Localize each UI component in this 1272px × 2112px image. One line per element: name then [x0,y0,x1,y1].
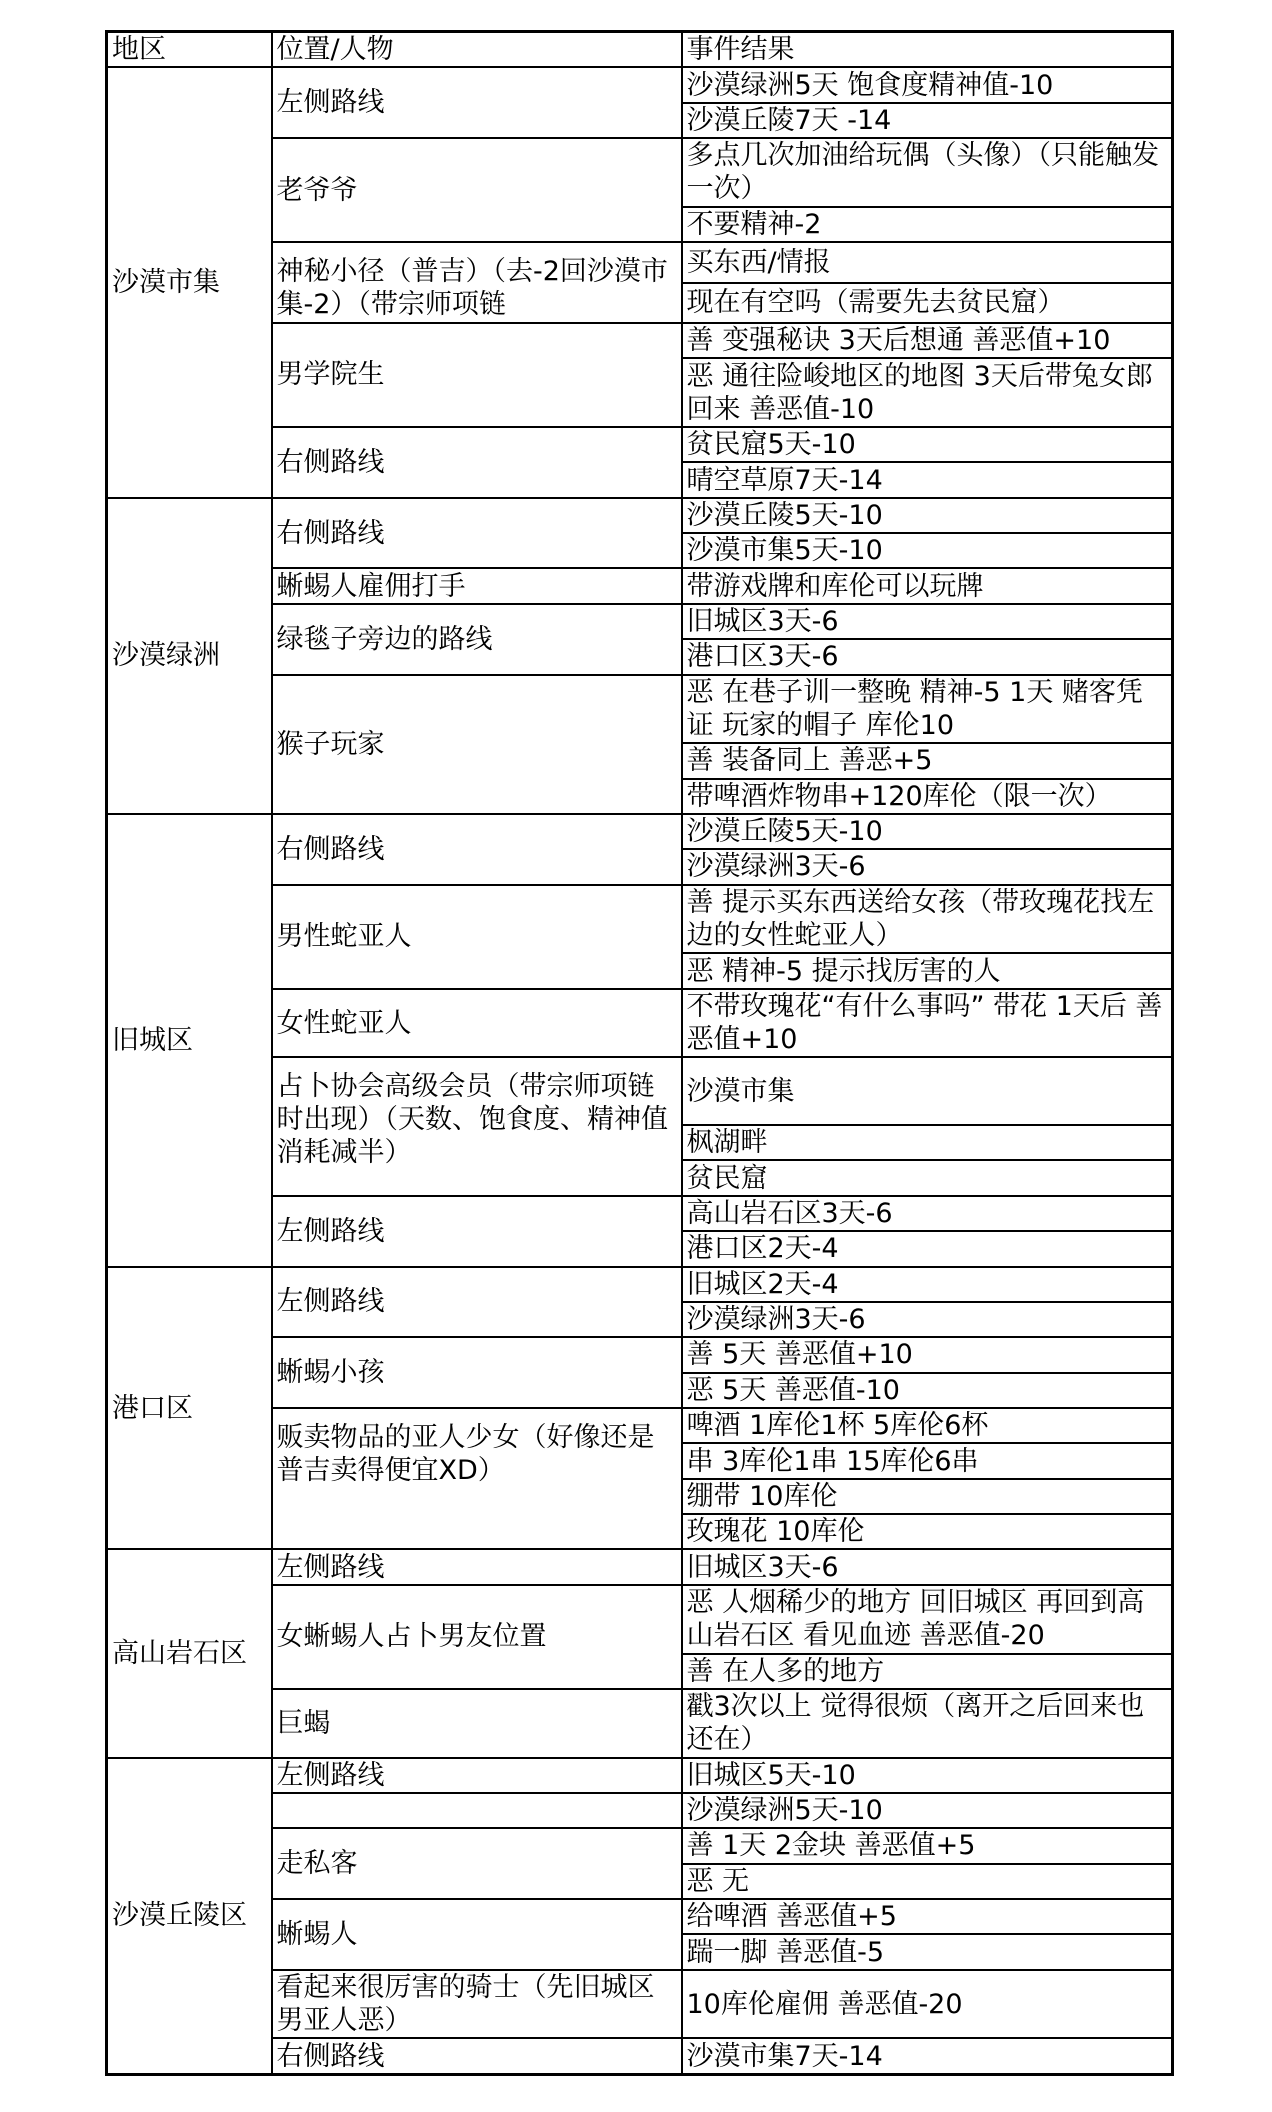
location-person-cell: 左侧路线 [272,67,682,138]
event-result-cell: 善 在人多的地方 [682,1654,1173,1689]
event-result-cell: 沙漠丘陵5天-10 [682,814,1173,849]
event-result-cell: 港口区2天-4 [682,1231,1173,1266]
location-person-cell: 看起来很厉害的骑士（先旧城区男亚人恶） [272,1970,682,2039]
location-person-cell: 绿毯子旁边的路线 [272,604,682,675]
event-result-cell: 善 5天 善恶值+10 [682,1337,1173,1372]
event-result-cell: 恶 5天 善恶值-10 [682,1373,1173,1408]
event-result-cell: 沙漠市集7天-14 [682,2038,1173,2074]
event-result-cell: 旧城区3天-6 [682,1549,1173,1584]
event-result-cell: 沙漠绿洲5天-10 [682,1793,1173,1828]
location-person-cell: 左侧路线 [272,1196,682,1267]
location-person-cell: 巨蝎 [272,1689,682,1758]
event-result-cell: 善 变强秘诀 3天后想通 善恶值+10 [682,323,1173,358]
location-person-cell: 蜥蜴人 [272,1899,682,1970]
table-row [107,1549,1173,1584]
event-result-cell: 善 装备同上 善恶+5 [682,743,1173,778]
event-result-cell: 沙漠丘陵7天 -14 [682,103,1173,138]
event-result-cell: 恶 在巷子训一整晚 精神-5 1天 赌客凭证 玩家的帽子 库伦10 [682,675,1173,744]
event-result-cell: 不要精神-2 [682,207,1173,242]
event-result-cell: 沙漠丘陵5天-10 [682,498,1173,533]
table-row [107,498,1173,533]
location-person-cell: 左侧路线 [272,1267,682,1338]
event-result-cell: 旧城区2天-4 [682,1267,1173,1302]
event-result-cell: 枫湖畔 [682,1125,1173,1160]
table-body [107,32,1173,2075]
table-row [107,1758,1173,1793]
event-result-cell: 沙漠绿洲3天-6 [682,849,1173,884]
event-result-cell: 高山岩石区3天-6 [682,1196,1173,1231]
location-person-cell: 女蜥蜴人占卜男友位置 [272,1585,682,1689]
event-result-cell: 给啤酒 善恶值+5 [682,1899,1173,1934]
event-result-cell: 贫民窟 [682,1160,1173,1195]
location-person-cell: 猴子玩家 [272,675,682,814]
event-result-cell: 玫瑰花 10库伦 [682,1514,1173,1549]
event-result-cell: 绷带 10库伦 [682,1479,1173,1514]
header-location-person: 位置/人物 [272,32,682,68]
event-result-cell: 沙漠绿洲3天-6 [682,1302,1173,1337]
event-result-cell: 善 1天 2金块 善恶值+5 [682,1828,1173,1863]
location-person-cell: 右侧路线 [272,427,682,498]
event-result-cell: 现在有空吗（需要先去贫民窟） [682,283,1173,323]
event-result-cell: 恶 通往险峻地区的地图 3天后带兔女郎回来 善恶值-10 [682,358,1173,427]
table-row [107,67,1173,102]
event-result-cell: 晴空草原7天-14 [682,462,1173,497]
location-person-cell: 右侧路线 [272,2038,682,2074]
location-person-cell: 女性蛇亚人 [272,989,682,1058]
event-result-cell: 带啤酒炸物串+120库伦（限一次） [682,779,1173,814]
header-region: 地区 [107,32,272,68]
event-result-cell: 恶 人烟稀少的地方 回旧城区 再回到高山岩石区 看见血迹 善恶值-20 [682,1585,1173,1654]
event-result-cell: 沙漠市集 [682,1057,1173,1125]
event-result-cell: 不带玫瑰花“有什么事吗” 带花 1天后 善恶值+10 [682,989,1173,1058]
location-person-cell: 走私客 [272,1828,682,1899]
location-person-cell: 男性蛇亚人 [272,885,682,989]
event-result-cell: 旧城区5天-10 [682,1758,1173,1793]
region-cell: 旧城区 [107,814,272,1267]
location-person-cell: 左侧路线 [272,1549,682,1584]
event-result-cell: 贫民窟5天-10 [682,427,1173,462]
event-result-cell: 恶 精神-5 提示找厉害的人 [682,953,1173,988]
event-result-cell: 港口区3天-6 [682,639,1173,674]
event-result-cell: 戳3次以上 觉得很烦（离开之后回来也还在） [682,1689,1173,1758]
location-person-cell: 右侧路线 [272,498,682,569]
location-person-cell: 右侧路线 [272,814,682,885]
event-result-cell: 善 提示买东西送给女孩（带玫瑰花找左边的女性蛇亚人） [682,885,1173,954]
event-result-cell: 旧城区3天-6 [682,604,1173,639]
event-result-cell: 沙漠市集5天-10 [682,533,1173,568]
event-result-cell: 10库伦雇佣 善恶值-20 [682,1970,1173,2039]
location-person-cell: 蜥蜴人雇佣打手 [272,568,682,603]
event-result-cell: 恶 无 [682,1864,1173,1899]
region-cell: 港口区 [107,1267,272,1550]
region-cell: 沙漠绿洲 [107,498,272,814]
event-result-cell: 踹一脚 善恶值-5 [682,1934,1173,1969]
header-row [107,32,1173,68]
event-result-cell: 沙漠绿洲5天 饱食度精神值-10 [682,67,1173,102]
location-person-cell: 贩卖物品的亚人少女（好像还是普吉卖得便宜XD） [272,1408,682,1549]
event-result-cell: 买东西/情报 [682,242,1173,282]
location-person-cell: 神秘小径（普吉）（去-2回沙漠市集-2）（带宗师项链 [272,242,682,323]
location-person-cell: 左侧路线 [272,1758,682,1793]
header-event-result: 事件结果 [682,32,1173,68]
event-result-cell: 串 3库伦1串 15库伦6串 [682,1443,1173,1478]
location-person-cell: 老爷爷 [272,138,682,242]
location-person-cell: 占卜协会高级会员（带宗师项链时出现）（天数、饱食度、精神值消耗减半） [272,1057,682,1195]
event-table [105,30,1174,2076]
region-cell: 高山岩石区 [107,1549,272,1757]
location-person-cell [272,1793,682,1828]
event-result-cell: 多点几次加油给玩偶（头像）（只能触发一次） [682,138,1173,207]
event-result-cell: 啤酒 1库伦1杯 5库伦6杯 [682,1408,1173,1443]
table-row [107,1267,1173,1302]
region-cell: 沙漠市集 [107,67,272,497]
table-row [107,814,1173,849]
location-person-cell: 蜥蜴小孩 [272,1337,682,1408]
event-result-cell: 带游戏牌和库伦可以玩牌 [682,568,1173,603]
region-cell: 沙漠丘陵区 [107,1758,272,2075]
location-person-cell: 男学院生 [272,323,682,427]
